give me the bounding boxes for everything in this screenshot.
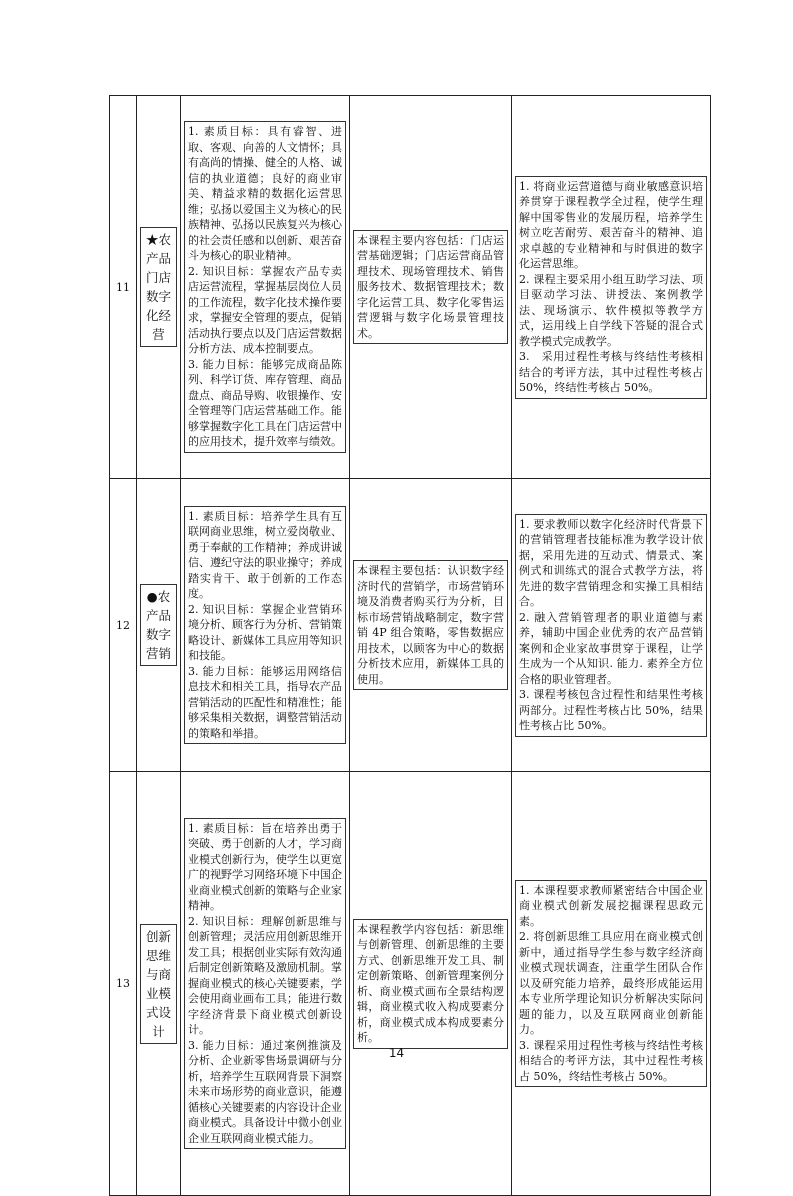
course-content-cell	[350, 96, 512, 479]
course-content: 本课程主要包括：认识数字经济时代的营销学，市场营销环境及消费者购买行为分析，目标市场营销战略制定，数字营销 4P 组合策略，零售数据应用技术，以顾客为中心的数据分析技术应用，新媒体工具的使用。	[353, 560, 508, 690]
course-goals	[184, 121, 346, 453]
course-content-cell	[350, 772, 512, 1196]
goal-paragraph: 1. 素质目标：培养学生具有互联网商业思维，树立爱岗敬业、勇于奉献的工作精神；养成讲诚信、遵纪守法的职业操守；养成踏实肯干、敢于创新的工作态度。	[188, 509, 342, 601]
course-goals	[184, 818, 346, 1150]
requirement-paragraph: 1. 本课程要求教师紧密结合中国企业商业模式创新发展挖掘课程思政元素。	[519, 883, 703, 928]
course-name-line: 营	[152, 327, 165, 342]
course-name-line: 式设	[145, 1004, 171, 1020]
page-number: 14	[388, 1046, 405, 1060]
course-table	[109, 95, 711, 1196]
goal-paragraph: 1. 素质目标：具有睿智、进取、客观、向善的人文情怀；具有高尚的情操、健全的人格、诚信的执业道德；良好的商业审美、精益求精的数据化运营思维；弘扬以爱国主义为核心的民族精神、弘扬以民族复兴为核心的社会责任感和以创新、艰苦奋斗为核心的职业精神。	[188, 125, 342, 263]
course-name-line: 数字	[145, 289, 171, 304]
requirement-paragraph: 3. 采用过程性考核与终结性考核相结合的考评方法，其中过程性考核占 50%，终结性考核占 50%。	[519, 350, 703, 394]
requirement-paragraph: 2. 将创新思维工具应用在商业模式创新中，通过指导学生参与数字经济商业模式现状调查，注重学生团队合作以及研究能力培养，最终形成能运用本专业所学理论知识分析解决实际问题的能力，以及互联网商业创新能力。	[519, 930, 703, 1037]
goal-paragraph: 2. 知识目标：掌握企业营销环境分析、顾客行为分析、营销策略设计、新媒体工具应用等知识和技能。	[188, 602, 342, 663]
course-content-cell	[350, 479, 512, 772]
course-name-line: 化经	[145, 308, 171, 323]
course-number: 12	[110, 479, 137, 772]
course-name-line: 产品	[145, 608, 171, 623]
requirement-paragraph: 1. 将商业运营道德与商业敏感意识培养贯穿于课程教学全过程，使学生理解中国零售业的发展历程，培养学生树立吃苦耐劳、艰苦奋斗的精神、追求卓越的专业精神和与时俱进的数字化运营思维。	[519, 179, 703, 270]
course-name-cell	[137, 96, 181, 479]
goal-paragraph: 2. 知识目标：掌握农产品专卖店运营流程，掌握基层岗位人员的工作流程，数字化技术操作要求，掌握安全管理的要点，促销活动执行要点以及门店运营数据分析方法、成本控制要点。	[188, 264, 342, 356]
course-number: 13	[110, 772, 137, 1196]
course-goals-cell	[181, 479, 350, 772]
course-goals-cell	[181, 96, 350, 479]
teaching-requirements-cell	[512, 96, 711, 479]
requirement-paragraph: 3. 课程考核包含过程性和结果性考核两部分。过程性考核占比 50%，结果性考核占比 50%。	[519, 688, 703, 732]
course-name-line: 创新	[145, 928, 171, 944]
goal-paragraph: 3. 能力目标：能够运用网络信息技术和相关工具，指导农产品营销活动的匹配性和精准性；能够采集相关数据，调整营销活动的策略和举措。	[188, 664, 342, 740]
course-name-line: 数字	[145, 627, 171, 642]
course-name	[140, 227, 177, 347]
table-row	[110, 772, 711, 1196]
course-number: 11	[110, 96, 137, 479]
requirement-paragraph: 1. 要求教师以数字化经济时代背景下的营销管理者技能标准为教学设计依据，采用先进的互动式、情景式、案例式和训练式的混合式教学方法，将先进的数字营销理念和实操工具相结合。	[519, 517, 703, 608]
requirement-paragraph: 2. 融入营销管理者的职业道德与素养，辅助中国企业优秀的农产品营销案例和企业家故事贯穿于课程，让学生成为一个从知识. 能力. 素养全方位合格的职业管理者。	[519, 610, 703, 686]
teaching-requirements-cell	[512, 772, 711, 1196]
course-name	[140, 924, 177, 1044]
course-name-line: 计	[152, 1023, 165, 1039]
course-name-line: 营销	[145, 646, 171, 661]
course-name-line: 产品	[145, 251, 171, 266]
course-content: 本课程教学内容包括：新思维与创新管理、创新思维的主要方式、创新思维开发工具、制定创新策略、创新管理案例分析、商业模式画布全景结构逻辑，商业模式收入构成要素分析，商业模式成本构成要素分析。	[353, 919, 508, 1049]
course-name-line: 与商	[145, 966, 171, 982]
teaching-requirements	[515, 514, 707, 737]
course-name-cell	[137, 772, 181, 1196]
course-content: 本课程主要内容包括：门店运营基础逻辑；门店运营商品管理技术、现场管理技术、销售服务技术、数据管理技术；数字化运营工具、数字化零售运营逻辑与数字化场景管理技术。	[353, 230, 508, 345]
requirement-paragraph: 3. 课程采用过程性考核与终结性考核相结合的考评方法，其中过程性考核占 50%，终结性考核占 50%。	[519, 1038, 703, 1083]
goal-paragraph: 3. 能力目标：能够完成商品陈列、科学订货、库存管理、商品盘点、商品导购、收银操作、安全管理等门店运营基础工作。能够掌握数字化工具在门店运营中的应用技术，提升效率与绩效。	[188, 357, 342, 449]
requirement-paragraph: 2. 课程主要采用小组互助学习法、项目驱动学习法、讲授法、案例教学法、现场演示、软件模拟等教学方式，运用线上自学线下答疑的混合式教学模式完成教学。	[519, 272, 703, 348]
course-name-line: ●农	[146, 589, 171, 604]
teaching-requirements-cell	[512, 479, 711, 772]
goal-paragraph: 1. 素质目标：旨在培养出勇于突破、勇于创新的人才，学习商业模式创新行为，使学生以更宽广的视野学习网络环境下中国企业商业模式创新的策略与企业家精神。	[188, 821, 342, 913]
course-name-line: 门店	[145, 270, 171, 285]
course-goals	[184, 506, 346, 745]
table-row	[110, 96, 711, 479]
teaching-requirements	[515, 176, 707, 399]
course-goals-cell	[181, 772, 350, 1196]
course-name	[140, 584, 177, 666]
goal-paragraph: 3. 能力目标：通过案例推演及分析、企业新零售场景调研与分析，培养学生互联网背景下洞察未来市场形势的商业意识，能遵循核心关键要素的内容设计企业商业模式。具备设计中微小创业企业互联网商业模式能力。	[188, 1038, 342, 1145]
table-row	[110, 479, 711, 772]
course-name-line: 思维	[145, 947, 171, 963]
course-name-line: ★农	[145, 232, 171, 247]
goal-paragraph: 2. 知识目标：理解创新思维与创新管理；灵活应用创新思维开发工具；根据创业实际有效沟通后制定创新策略及激励机制。掌握商业模式的核心关键要素，学会使用商业画布工具；能进行数字经济背景下商业模式创新设计。	[188, 914, 342, 1037]
course-name-cell	[137, 479, 181, 772]
course-table-body	[110, 96, 711, 1196]
course-name-line: 业模	[145, 985, 171, 1001]
